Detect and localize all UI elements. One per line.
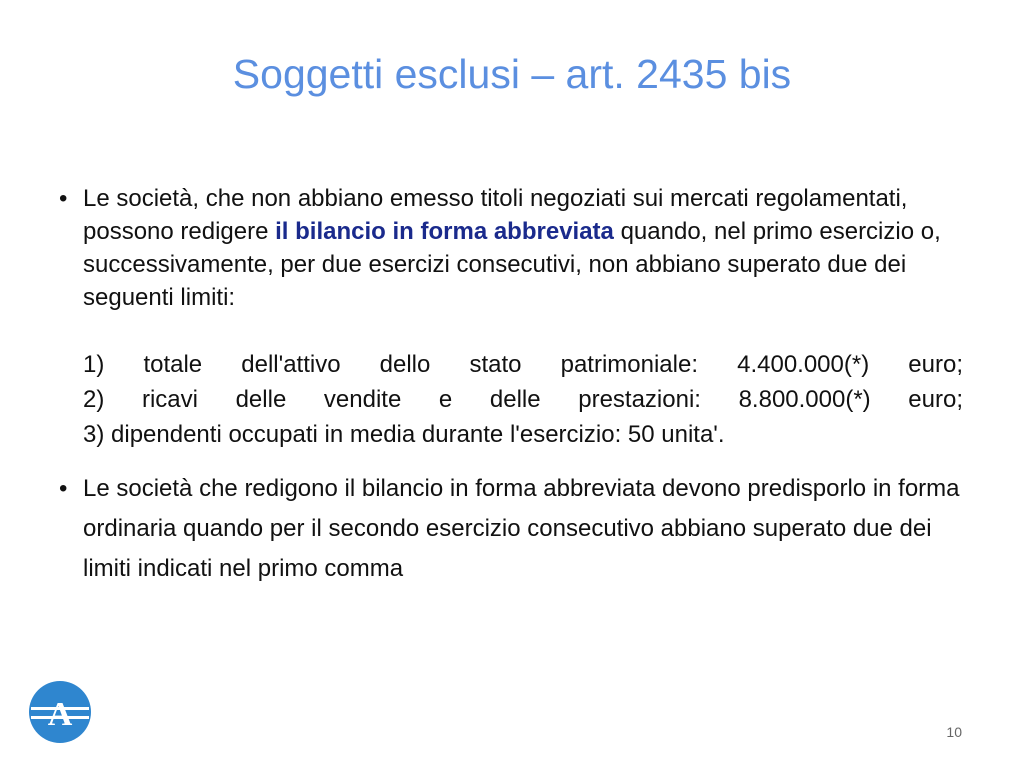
bullet-item: [57, 469, 963, 589]
limit-item: 2) ricavi delle vendite e delle prestazioni: 8.800.000(*) euro;: [83, 386, 963, 413]
bullet-item: [57, 182, 963, 452]
page-number: 10: [946, 724, 962, 740]
limit-item: 1) totale dell'attivo dello stato patrimoniale: 4.400.000(*) euro;: [83, 351, 963, 378]
paragraph-spacer: [83, 314, 963, 347]
slide-title: Soggetti esclusi – art. 2435 bis: [232, 51, 792, 97]
logo-icon: [28, 680, 92, 744]
bullet-marker: •: [59, 475, 68, 502]
logo-letter: A: [47, 696, 73, 733]
limit-item: 3) dipendenti occupati in media durante l'esercizio: 50 unita'.: [83, 421, 725, 448]
bullet-text: quando, nel primo esercizio o, successivamente, per due esercizi consecutivi, non abbiano superato due dei seguenti limiti:: [83, 218, 941, 311]
bullet-paragraph: [83, 182, 963, 314]
bullet-emphasis: il bilancio in forma abbreviata: [275, 218, 614, 245]
bullet-text: Le società che redigono il bilancio in forma abbreviata devono predisporlo in forma ordinaria quando per il secondo esercizio consecutivo abbiano superato due dei limiti indicati nel primo comma: [83, 475, 960, 582]
bullet-text: Le società, che non abbiano emesso titoli negoziati sui mercati regolamentati, possono redigere: [83, 185, 908, 245]
bullet-marker: •: [59, 185, 68, 212]
slide-content: [57, 182, 963, 589]
